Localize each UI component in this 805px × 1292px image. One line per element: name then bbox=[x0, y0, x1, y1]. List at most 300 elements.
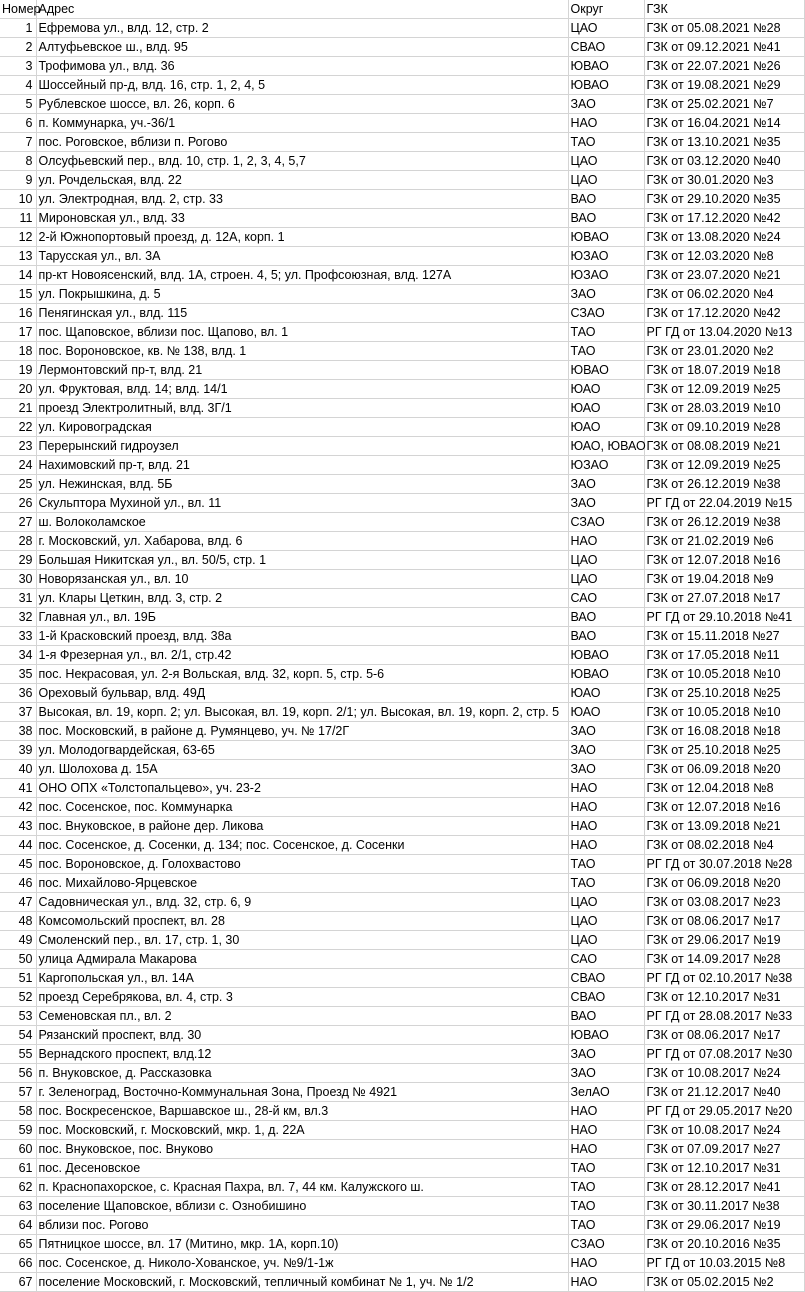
cell-district: НАО bbox=[568, 1254, 644, 1273]
cell-gzk: ГЗК от 13.09.2018 №21 bbox=[644, 817, 804, 836]
table-row bbox=[0, 1159, 804, 1178]
cell-num: 35 bbox=[0, 665, 36, 684]
cell-district: САО bbox=[568, 589, 644, 608]
cell-num: 3 bbox=[0, 57, 36, 76]
cell-gzk: ГЗК от 12.07.2018 №16 bbox=[644, 551, 804, 570]
table-row bbox=[0, 817, 804, 836]
cell-address: г. Зеленоград, Восточно-Коммунальная Зона, Проезд № 4921 bbox=[36, 1083, 568, 1102]
cell-district: ЦАО bbox=[568, 893, 644, 912]
cell-num: 59 bbox=[0, 1121, 36, 1140]
table-row bbox=[0, 684, 804, 703]
cell-address: пос. Внуковское, пос. Внуково bbox=[36, 1140, 568, 1159]
cell-district: ЦАО bbox=[568, 171, 644, 190]
cell-num: 26 bbox=[0, 494, 36, 513]
cell-district: ТАО bbox=[568, 323, 644, 342]
cell-address: пос. Сосенское, д. Сосенки, д. 134; пос. Сосенское, д. Сосенки bbox=[36, 836, 568, 855]
cell-gzk: РГ ГД от 29.05.2017 №20 bbox=[644, 1102, 804, 1121]
cell-address: Семеновская пл., вл. 2 bbox=[36, 1007, 568, 1026]
cell-district: ЗАО bbox=[568, 95, 644, 114]
cell-gzk: ГЗК от 03.08.2017 №23 bbox=[644, 893, 804, 912]
cell-district: ЮВАО bbox=[568, 1026, 644, 1045]
cell-num: 55 bbox=[0, 1045, 36, 1064]
cell-district: ЦАО bbox=[568, 912, 644, 931]
cell-district: ЮАО bbox=[568, 703, 644, 722]
cell-gzk: ГЗК от 21.12.2017 №40 bbox=[644, 1083, 804, 1102]
cell-district: НАО bbox=[568, 836, 644, 855]
cell-address: ул. Электродная, влд. 2, стр. 33 bbox=[36, 190, 568, 209]
cell-address: Скульптора Мухиной ул., вл. 11 bbox=[36, 494, 568, 513]
cell-num: 7 bbox=[0, 133, 36, 152]
cell-district: СВАО bbox=[568, 38, 644, 57]
cell-address: Олсуфьевский пер., влд. 10, стр. 1, 2, 3, 4, 5,7 bbox=[36, 152, 568, 171]
table-row bbox=[0, 95, 804, 114]
table-row bbox=[0, 57, 804, 76]
cell-address: Ореховый бульвар, влд. 49Д bbox=[36, 684, 568, 703]
cell-gzk: ГЗК от 23.07.2020 №21 bbox=[644, 266, 804, 285]
cell-gzk: ГЗК от 13.08.2020 №24 bbox=[644, 228, 804, 247]
cell-gzk: ГЗК от 26.12.2019 №38 bbox=[644, 475, 804, 494]
cell-gzk: ГЗК от 25.10.2018 №25 bbox=[644, 741, 804, 760]
cell-address: пос. Воскресенское, Варшавское ш., 28-й км, вл.3 bbox=[36, 1102, 568, 1121]
header-address: Адрес bbox=[36, 0, 568, 19]
table-row bbox=[0, 1064, 804, 1083]
cell-num: 50 bbox=[0, 950, 36, 969]
cell-address: пос. Московский, в районе д. Румянцево, уч. № 17/2Г bbox=[36, 722, 568, 741]
table-body bbox=[0, 19, 804, 1292]
cell-district: ЮЗАО bbox=[568, 456, 644, 475]
cell-num: 37 bbox=[0, 703, 36, 722]
cell-address: Нахимовский пр-т, влд. 21 bbox=[36, 456, 568, 475]
cell-num: 47 bbox=[0, 893, 36, 912]
cell-district: СЗАО bbox=[568, 1235, 644, 1254]
cell-address: Перерынский гидроузел bbox=[36, 437, 568, 456]
cell-gzk: ГЗК от 03.12.2020 №40 bbox=[644, 152, 804, 171]
cell-district: ЮЗАО bbox=[568, 266, 644, 285]
table-row bbox=[0, 513, 804, 532]
table-row bbox=[0, 1273, 804, 1292]
table-row bbox=[0, 190, 804, 209]
cell-district: ЗАО bbox=[568, 1045, 644, 1064]
table-row bbox=[0, 855, 804, 874]
cell-gzk: ГЗК от 26.12.2019 №38 bbox=[644, 513, 804, 532]
cell-gzk: РГ ГД от 30.07.2018 №28 bbox=[644, 855, 804, 874]
cell-address: Главная ул., вл. 19Б bbox=[36, 608, 568, 627]
cell-num: 12 bbox=[0, 228, 36, 247]
cell-district: НАО bbox=[568, 1121, 644, 1140]
cell-district: ЗелАО bbox=[568, 1083, 644, 1102]
table-row bbox=[0, 19, 804, 38]
cell-gzk: ГЗК от 14.09.2017 №28 bbox=[644, 950, 804, 969]
cell-address: пос. Десеновское bbox=[36, 1159, 568, 1178]
cell-gzk: ГЗК от 12.10.2017 №31 bbox=[644, 1159, 804, 1178]
cell-district: ЦАО bbox=[568, 152, 644, 171]
cell-district: ВАО bbox=[568, 608, 644, 627]
cell-district: НАО bbox=[568, 1102, 644, 1121]
table-row bbox=[0, 1121, 804, 1140]
cell-num: 48 bbox=[0, 912, 36, 931]
cell-district: СВАО bbox=[568, 969, 644, 988]
cell-num: 10 bbox=[0, 190, 36, 209]
cell-district: ЮВАО bbox=[568, 228, 644, 247]
cell-num: 19 bbox=[0, 361, 36, 380]
table-row bbox=[0, 874, 804, 893]
cell-num: 49 bbox=[0, 931, 36, 950]
table-row bbox=[0, 399, 804, 418]
table-row bbox=[0, 380, 804, 399]
cell-district: ТАО bbox=[568, 855, 644, 874]
cell-num: 38 bbox=[0, 722, 36, 741]
cell-gzk: ГЗК от 29.10.2020 №35 bbox=[644, 190, 804, 209]
table-row bbox=[0, 779, 804, 798]
cell-num: 53 bbox=[0, 1007, 36, 1026]
cell-district: ТАО bbox=[568, 1216, 644, 1235]
cell-address: пос. Вороновское, кв. № 138, влд. 1 bbox=[36, 342, 568, 361]
cell-district: ВАО bbox=[568, 190, 644, 209]
cell-address: ул. Покрышкина, д. 5 bbox=[36, 285, 568, 304]
cell-district: ЮВАО bbox=[568, 76, 644, 95]
cell-district: ЮВАО bbox=[568, 665, 644, 684]
cell-gzk: ГЗК от 12.10.2017 №31 bbox=[644, 988, 804, 1007]
cell-address: пр-кт Новоясенский, влд. 1А, строен. 4, 5; ул. Профсоюзная, влд. 127А bbox=[36, 266, 568, 285]
header-num: Номер bbox=[0, 0, 36, 19]
cell-gzk: ГЗК от 09.10.2019 №28 bbox=[644, 418, 804, 437]
cell-gzk: ГЗК от 10.05.2018 №10 bbox=[644, 703, 804, 722]
table-row bbox=[0, 1045, 804, 1064]
table-row bbox=[0, 266, 804, 285]
cell-gzk: ГЗК от 30.11.2017 №38 bbox=[644, 1197, 804, 1216]
cell-address: Шоссейный пр-д, влд. 16, стр. 1, 2, 4, 5 bbox=[36, 76, 568, 95]
table-row bbox=[0, 418, 804, 437]
cell-district: ЗАО bbox=[568, 722, 644, 741]
cell-address: 2-й Южнопортовый проезд, д. 12А, корп. 1 bbox=[36, 228, 568, 247]
cell-address: Трофимова ул., влд. 36 bbox=[36, 57, 568, 76]
table-row bbox=[0, 722, 804, 741]
cell-num: 1 bbox=[0, 19, 36, 38]
cell-address: ул. Нежинская, влд. 5Б bbox=[36, 475, 568, 494]
cell-district: ВАО bbox=[568, 209, 644, 228]
table-row bbox=[0, 171, 804, 190]
cell-num: 29 bbox=[0, 551, 36, 570]
cell-gzk: ГЗК от 10.08.2017 №24 bbox=[644, 1064, 804, 1083]
cell-district: ЦАО bbox=[568, 551, 644, 570]
table-row bbox=[0, 1216, 804, 1235]
cell-address: Новорязанская ул., вл. 10 bbox=[36, 570, 568, 589]
cell-num: 43 bbox=[0, 817, 36, 836]
cell-gzk: ГЗК от 21.02.2019 №6 bbox=[644, 532, 804, 551]
table-row bbox=[0, 456, 804, 475]
cell-num: 24 bbox=[0, 456, 36, 475]
cell-address: вблизи пос. Рогово bbox=[36, 1216, 568, 1235]
header-district: Округ bbox=[568, 0, 644, 19]
cell-gzk: ГЗК от 05.02.2015 №2 bbox=[644, 1273, 804, 1292]
header-gzk: ГЗК bbox=[644, 0, 804, 19]
cell-num: 16 bbox=[0, 304, 36, 323]
cell-num: 14 bbox=[0, 266, 36, 285]
cell-district: ЦАО bbox=[568, 931, 644, 950]
cell-gzk: ГЗК от 12.04.2018 №8 bbox=[644, 779, 804, 798]
cell-address: поселение Московский, г. Московский, тепличный комбинат № 1, уч. № 1/2 bbox=[36, 1273, 568, 1292]
cell-address: Рязанский проспект, влд. 30 bbox=[36, 1026, 568, 1045]
cell-gzk: ГЗК от 29.06.2017 №19 bbox=[644, 1216, 804, 1235]
cell-address: пос. Щаповское, вблизи пос. Щапово, вл. 1 bbox=[36, 323, 568, 342]
cell-num: 22 bbox=[0, 418, 36, 437]
cell-gzk: ГЗК от 25.02.2021 №7 bbox=[644, 95, 804, 114]
cell-district: НАО bbox=[568, 114, 644, 133]
cell-gzk: ГЗК от 17.12.2020 №42 bbox=[644, 209, 804, 228]
cell-num: 21 bbox=[0, 399, 36, 418]
cell-gzk: ГЗК от 08.08.2019 №21 bbox=[644, 437, 804, 456]
cell-num: 2 bbox=[0, 38, 36, 57]
cell-num: 31 bbox=[0, 589, 36, 608]
cell-address: Ефремова ул., влд. 12, стр. 2 bbox=[36, 19, 568, 38]
cell-num: 4 bbox=[0, 76, 36, 95]
cell-district: ВАО bbox=[568, 627, 644, 646]
table-row bbox=[0, 798, 804, 817]
table-row bbox=[0, 836, 804, 855]
table-row bbox=[0, 665, 804, 684]
table-row bbox=[0, 285, 804, 304]
cell-num: 54 bbox=[0, 1026, 36, 1045]
cell-gzk: ГЗК от 15.11.2018 №27 bbox=[644, 627, 804, 646]
cell-district: САО bbox=[568, 950, 644, 969]
cell-gzk: ГЗК от 19.04.2018 №9 bbox=[644, 570, 804, 589]
table-row bbox=[0, 589, 804, 608]
cell-address: ОНО ОПХ «Толстопальцево», уч. 23-2 bbox=[36, 779, 568, 798]
table-row bbox=[0, 969, 804, 988]
cell-address: ш. Волоколамское bbox=[36, 513, 568, 532]
cell-gzk: РГ ГД от 13.04.2020 №13 bbox=[644, 323, 804, 342]
table-row bbox=[0, 209, 804, 228]
table-row bbox=[0, 1026, 804, 1045]
cell-district: НАО bbox=[568, 779, 644, 798]
cell-num: 40 bbox=[0, 760, 36, 779]
cell-address: Комсомольский проспект, вл. 28 bbox=[36, 912, 568, 931]
cell-gzk: ГЗК от 12.09.2019 №25 bbox=[644, 380, 804, 399]
cell-address: пос. Сосенское, пос. Коммунарка bbox=[36, 798, 568, 817]
cell-district: НАО bbox=[568, 532, 644, 551]
cell-address: Высокая, вл. 19, корп. 2; ул. Высокая, вл. 19, корп. 2/1; ул. Высокая, вл. 19, корп. 2, стр. 5 bbox=[36, 703, 568, 722]
cell-num: 44 bbox=[0, 836, 36, 855]
cell-gzk: ГЗК от 20.10.2016 №35 bbox=[644, 1235, 804, 1254]
table-row bbox=[0, 475, 804, 494]
cell-district: ТАО bbox=[568, 342, 644, 361]
cell-num: 52 bbox=[0, 988, 36, 1007]
cell-address: пос. Сосенское, д. Николо-Хованское, уч. №9/1-1ж bbox=[36, 1254, 568, 1273]
cell-gzk: ГЗК от 18.07.2019 №18 bbox=[644, 361, 804, 380]
cell-num: 20 bbox=[0, 380, 36, 399]
cell-district: ЮЗАО bbox=[568, 247, 644, 266]
cell-district: ЮВАО bbox=[568, 361, 644, 380]
table-row bbox=[0, 342, 804, 361]
table-row bbox=[0, 703, 804, 722]
cell-district: ТАО bbox=[568, 1197, 644, 1216]
cell-gzk: ГЗК от 10.05.2018 №10 bbox=[644, 665, 804, 684]
cell-num: 27 bbox=[0, 513, 36, 532]
cell-address: пос. Московский, г. Московский, мкр. 1, д. 22А bbox=[36, 1121, 568, 1140]
cell-district: НАО bbox=[568, 1273, 644, 1292]
cell-num: 5 bbox=[0, 95, 36, 114]
table-row bbox=[0, 646, 804, 665]
cell-gzk: ГЗК от 28.12.2017 №41 bbox=[644, 1178, 804, 1197]
cell-gzk: ГЗК от 12.09.2019 №25 bbox=[644, 456, 804, 475]
table-row bbox=[0, 1083, 804, 1102]
table-row bbox=[0, 760, 804, 779]
table-row bbox=[0, 551, 804, 570]
cell-gzk: ГЗК от 10.08.2017 №24 bbox=[644, 1121, 804, 1140]
cell-num: 25 bbox=[0, 475, 36, 494]
table-row bbox=[0, 38, 804, 57]
cell-district: ЦАО bbox=[568, 570, 644, 589]
cell-address: проезд Электролитный, влд. 3Г/1 bbox=[36, 399, 568, 418]
cell-address: Вернадского проспект, влд.12 bbox=[36, 1045, 568, 1064]
cell-district: ЗАО bbox=[568, 475, 644, 494]
table-row bbox=[0, 1178, 804, 1197]
cell-district: ВАО bbox=[568, 1007, 644, 1026]
cell-num: 63 bbox=[0, 1197, 36, 1216]
cell-gzk: ГЗК от 12.07.2018 №16 bbox=[644, 798, 804, 817]
header-row bbox=[0, 0, 804, 19]
cell-num: 51 bbox=[0, 969, 36, 988]
table-row bbox=[0, 494, 804, 513]
cell-num: 9 bbox=[0, 171, 36, 190]
cell-address: Мироновская ул., влд. 33 bbox=[36, 209, 568, 228]
cell-address: Каргопольская ул., вл. 14А bbox=[36, 969, 568, 988]
cell-address: пос. Михайлово-Ярцевское bbox=[36, 874, 568, 893]
cell-num: 17 bbox=[0, 323, 36, 342]
table-row bbox=[0, 1140, 804, 1159]
cell-num: 64 bbox=[0, 1216, 36, 1235]
cell-address: Лермонтовский пр-т, влд. 21 bbox=[36, 361, 568, 380]
cell-address: Садовническая ул., влд. 32, стр. 6, 9 bbox=[36, 893, 568, 912]
cell-gzk: РГ ГД от 29.10.2018 №41 bbox=[644, 608, 804, 627]
cell-num: 36 bbox=[0, 684, 36, 703]
table-row bbox=[0, 247, 804, 266]
table-row bbox=[0, 114, 804, 133]
cell-address: ул. Клары Цеткин, влд. 3, стр. 2 bbox=[36, 589, 568, 608]
cell-gzk: ГЗК от 25.10.2018 №25 bbox=[644, 684, 804, 703]
cell-district: ЮАО, ЮВАО bbox=[568, 437, 644, 456]
cell-num: 46 bbox=[0, 874, 36, 893]
cell-address: Большая Никитская ул., вл. 50/5, стр. 1 bbox=[36, 551, 568, 570]
cell-gzk: РГ ГД от 22.04.2019 №15 bbox=[644, 494, 804, 513]
cell-address: Смоленский пер., вл. 17, стр. 1, 30 bbox=[36, 931, 568, 950]
table-row bbox=[0, 1197, 804, 1216]
cell-address: 1-й Красковский проезд, влд. 38а bbox=[36, 627, 568, 646]
cell-num: 57 bbox=[0, 1083, 36, 1102]
cell-gzk: РГ ГД от 28.08.2017 №33 bbox=[644, 1007, 804, 1026]
cell-num: 56 bbox=[0, 1064, 36, 1083]
cell-num: 62 bbox=[0, 1178, 36, 1197]
cell-gzk: ГЗК от 17.05.2018 №11 bbox=[644, 646, 804, 665]
cell-district: СЗАО bbox=[568, 513, 644, 532]
table-row bbox=[0, 361, 804, 380]
cell-district: ТАО bbox=[568, 133, 644, 152]
cell-address: Пятницкое шоссе, вл. 17 (Митино, мкр. 1А, корп.10) bbox=[36, 1235, 568, 1254]
cell-address: ул. Рочдельская, влд. 22 bbox=[36, 171, 568, 190]
cell-gzk: ГЗК от 08.02.2018 №4 bbox=[644, 836, 804, 855]
table-row bbox=[0, 893, 804, 912]
table-row bbox=[0, 76, 804, 95]
table-row bbox=[0, 988, 804, 1007]
cell-num: 41 bbox=[0, 779, 36, 798]
cell-num: 13 bbox=[0, 247, 36, 266]
cell-num: 61 bbox=[0, 1159, 36, 1178]
cell-num: 18 bbox=[0, 342, 36, 361]
cell-num: 66 bbox=[0, 1254, 36, 1273]
cell-gzk: ГЗК от 19.08.2021 №29 bbox=[644, 76, 804, 95]
cell-gzk: ГЗК от 29.06.2017 №19 bbox=[644, 931, 804, 950]
cell-gzk: ГЗК от 28.03.2019 №10 bbox=[644, 399, 804, 418]
table-row bbox=[0, 133, 804, 152]
cell-district: ЗАО bbox=[568, 494, 644, 513]
cell-address: г. Московский, ул. Хабарова, влд. 6 bbox=[36, 532, 568, 551]
cell-num: 32 bbox=[0, 608, 36, 627]
table-row bbox=[0, 1007, 804, 1026]
cell-num: 42 bbox=[0, 798, 36, 817]
cell-district: ЮАО bbox=[568, 684, 644, 703]
cell-address: ул. Фруктовая, влд. 14; влд. 14/1 bbox=[36, 380, 568, 399]
cell-gzk: ГЗК от 06.09.2018 №20 bbox=[644, 874, 804, 893]
cell-gzk: РГ ГД от 02.10.2017 №38 bbox=[644, 969, 804, 988]
cell-num: 30 bbox=[0, 570, 36, 589]
cell-district: ЮВАО bbox=[568, 646, 644, 665]
cell-gzk: ГЗК от 09.12.2021 №41 bbox=[644, 38, 804, 57]
cell-district: ЗАО bbox=[568, 760, 644, 779]
cell-address: пос. Внуковское, в районе дер. Ликова bbox=[36, 817, 568, 836]
cell-district: ЮАО bbox=[568, 399, 644, 418]
cell-district: ТАО bbox=[568, 1178, 644, 1197]
cell-address: пос. Некрасовая, ул. 2-я Вольская, влд. 32, корп. 5, стр. 5-6 bbox=[36, 665, 568, 684]
table-row bbox=[0, 532, 804, 551]
cell-gzk: ГЗК от 06.02.2020 №4 bbox=[644, 285, 804, 304]
cell-address: 1-я Фрезерная ул., вл. 2/1, стр.42 bbox=[36, 646, 568, 665]
table-row bbox=[0, 608, 804, 627]
cell-num: 34 bbox=[0, 646, 36, 665]
cell-gzk: ГЗК от 05.08.2021 №28 bbox=[644, 19, 804, 38]
table-row bbox=[0, 323, 804, 342]
table-row bbox=[0, 152, 804, 171]
cell-num: 65 bbox=[0, 1235, 36, 1254]
cell-gzk: ГЗК от 13.10.2021 №35 bbox=[644, 133, 804, 152]
cell-num: 39 bbox=[0, 741, 36, 760]
cell-num: 67 bbox=[0, 1273, 36, 1292]
cell-district: НАО bbox=[568, 1140, 644, 1159]
cell-district: ЮАО bbox=[568, 418, 644, 437]
cell-district: ТАО bbox=[568, 1159, 644, 1178]
table-row bbox=[0, 931, 804, 950]
cell-gzk: ГЗК от 30.01.2020 №3 bbox=[644, 171, 804, 190]
cell-address: ул. Молодогвардейская, 63-65 bbox=[36, 741, 568, 760]
cell-gzk: ГЗК от 07.09.2017 №27 bbox=[644, 1140, 804, 1159]
table-row bbox=[0, 741, 804, 760]
cell-gzk: ГЗК от 08.06.2017 №17 bbox=[644, 912, 804, 931]
cell-district: СЗАО bbox=[568, 304, 644, 323]
cell-district: ЦАО bbox=[568, 19, 644, 38]
table-row bbox=[0, 304, 804, 323]
table-row bbox=[0, 1254, 804, 1273]
cell-address: проезд Серебрякова, вл. 4, стр. 3 bbox=[36, 988, 568, 1007]
cell-address: п. Краснопахорское, с. Красная Пахра, вл. 7, 44 км. Калужского ш. bbox=[36, 1178, 568, 1197]
cell-district: ЗАО bbox=[568, 1064, 644, 1083]
cell-num: 33 bbox=[0, 627, 36, 646]
table-row bbox=[0, 570, 804, 589]
table-row bbox=[0, 228, 804, 247]
cell-num: 6 bbox=[0, 114, 36, 133]
cell-num: 8 bbox=[0, 152, 36, 171]
cell-num: 45 bbox=[0, 855, 36, 874]
cell-address: улица Адмирала Макарова bbox=[36, 950, 568, 969]
cell-district: ЮАО bbox=[568, 380, 644, 399]
